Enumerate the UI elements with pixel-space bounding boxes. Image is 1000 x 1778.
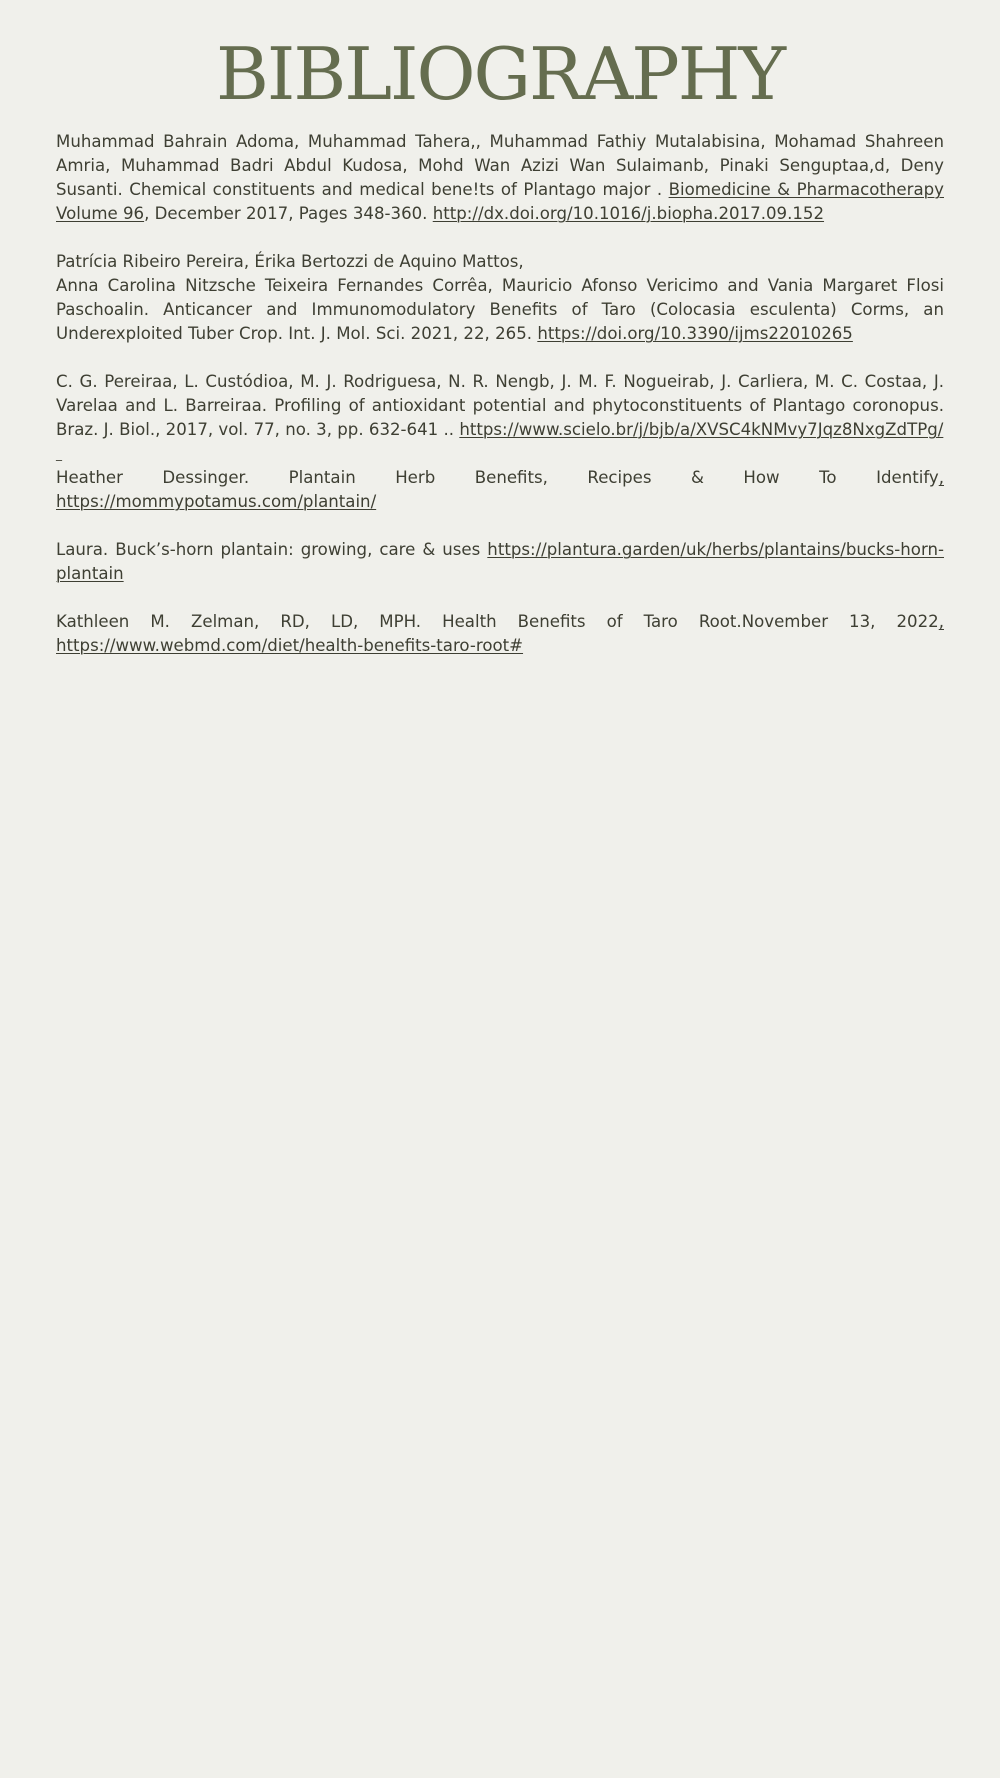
website-link[interactable]: https://plantura.garden/uk/herbs/plantains/bucks-horn-plantain [56, 540, 944, 583]
reference-text: Kathleen M. Zelman, RD, LD, MPH. Health Benefits of Taro Root.November 13, 2022 [56, 612, 939, 631]
scielo-link[interactable]: https://www.scielo.br/j/bjb/a/XVSC4kNMvy7Jqz8NxgZdTPg/ [459, 420, 944, 439]
underscore-mark: _ [56, 447, 62, 461]
website-link[interactable]: https://www.webmd.com/diet/health-benefits-taro-root# [56, 636, 524, 655]
reference-text: Heather Dessinger. Plantain Herb Benefits, Recipes & How To Identify [56, 468, 939, 487]
page-title: BIBLIOGRAPHY [215, 32, 785, 116]
reference-item-1 [56, 130, 944, 226]
reference-text: Laura. Buck’s-horn plantain: growing, care & uses [56, 540, 488, 559]
reference-text: Muhammad Bahrain Adoma, Muhammad Tahera,, Muhammad Fathiy Mutalabisina, Mohamad Shahreen Amria, Muhammad Badri Abdul Kudosa, Mohd Wan Azizi Wan Sulaimanb, Pinaki Senguptaa,d, Deny Susanti. Chemical constituents and medical bene!ts of Plantago major . [56, 132, 944, 199]
reference-item-5 [56, 538, 944, 586]
journal-link[interactable]: Biomedicine & Pharmacotherapy Volume 96 [56, 180, 944, 223]
reference-title-line [56, 466, 944, 490]
reference-text: C. G. Pereiraa, L. Custódioa, M. J. Rodriguesa, N. R. Nengb, J. M. F. Nogueirab, J. Carliera, M. C. Costaa, J. Varelaa and L. Barreiraa. Profiling of antioxidant potential and phytoconstituents of Plantago coronopus. Braz. J. Biol., 2017, vol. 77, no. 3, pp. 632-641 .. [56, 372, 944, 439]
comma-mark: , [938, 612, 944, 631]
doi-link[interactable]: https://doi.org/10.3390/ijms22010265 [537, 324, 853, 343]
reference-list [56, 130, 944, 682]
reference-authors-line: Patrícia Ribeiro Pereira, Érika Bertozzi de Aquino Mattos, [56, 252, 524, 271]
website-link[interactable]: https://mommypotamus.com/plantain/ [56, 492, 377, 511]
doi-link[interactable]: http://dx.doi.org/10.1016/j.biopha.2017.09.152 [432, 204, 825, 223]
reference-item-2 [56, 250, 944, 346]
reference-text: Anna Carolina Nitzsche Teixeira Fernandes Corrêa, Mauricio Afonso Vericimo and Vania Margaret Flosi Paschoalin. Anticancer and Immunomodulatory Benefits of Taro (Colocasia esculenta) Corms, an Underexploited Tuber Crop. Int. J. Mol. Sci. 2021, 22, 265. [56, 276, 944, 343]
reference-text: , December 2017, Pages 348-360. [144, 204, 433, 223]
reference-item-3 [56, 370, 944, 442]
reference-title-line [56, 610, 944, 634]
reference-item-6 [56, 610, 944, 658]
reference-item-4 [56, 466, 944, 514]
comma-mark: , [938, 468, 944, 487]
